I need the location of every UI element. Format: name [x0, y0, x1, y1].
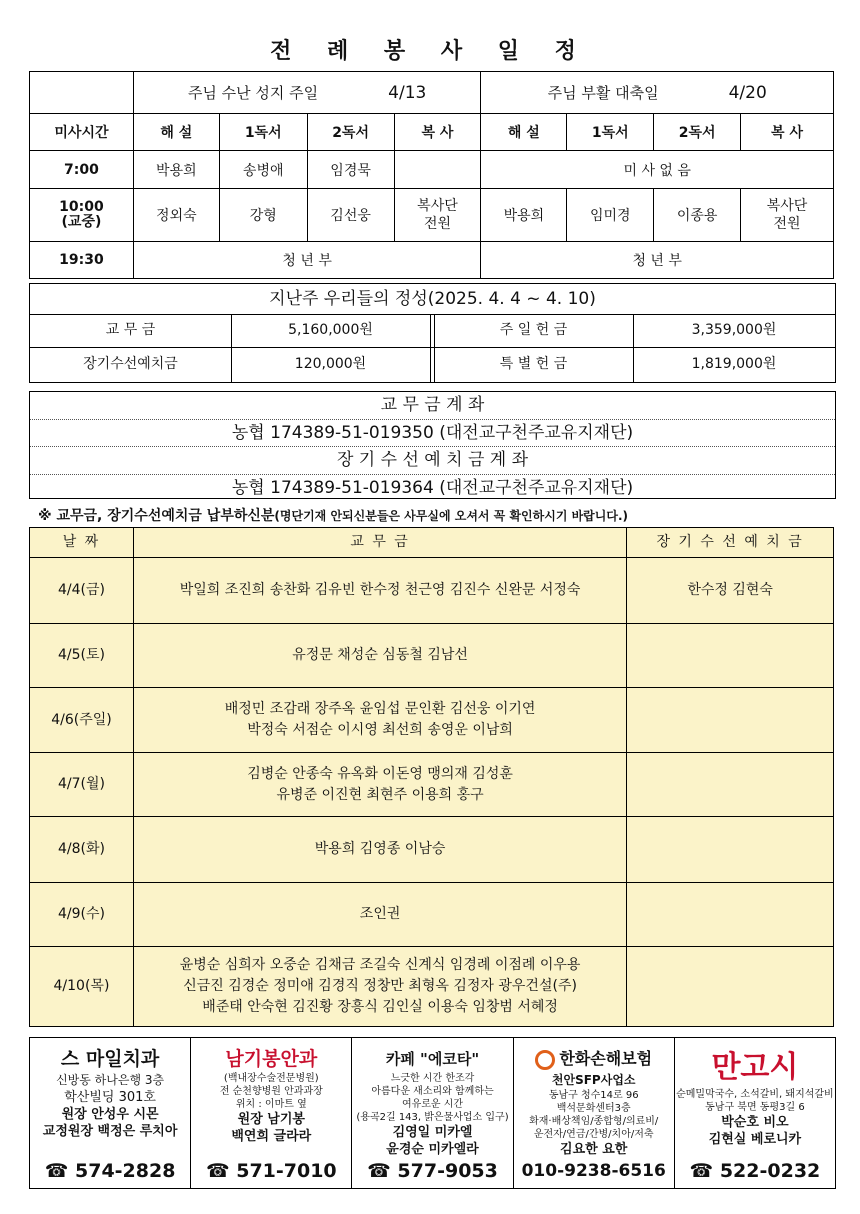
role-header: 복 사	[741, 114, 834, 151]
schedule-cell: 임미경	[567, 189, 654, 242]
offering-title: 지난주 우리들의 정성(2025. 4. 4 ~ 4. 10)	[30, 284, 835, 315]
schedule-cell: 청 년 부	[481, 242, 834, 279]
table-row: 4/8(화) 박용희 김영종 이남승	[30, 817, 834, 883]
blank-cell	[30, 72, 134, 114]
time-cell: 19:30	[30, 242, 134, 279]
schedule-cell: 임경묵	[307, 151, 394, 189]
account-number: 농협 174389-51-019364 (대전교구천주교유지재단)	[231, 477, 634, 498]
schedule-cell: 송병애	[219, 151, 307, 189]
donor-note: ※ 교무금, 장기수선예치금 납부하신분(명단기재 안되신분들은 사무실에 오셔서 꼭 확인하시기 바랍니다.)	[38, 508, 629, 524]
donor-table	[29, 527, 834, 1027]
schedule-cell: 복사단 전원	[394, 189, 481, 242]
offering-label: 특 별 헌 금	[499, 356, 568, 372]
time-header: 미사시간	[30, 114, 134, 151]
table-row: 4/4(금) 박일희 조진희 송찬화 김유빈 한수정 천근영 김진수 신완문 서정숙 한수정 김현숙	[30, 558, 834, 624]
schedule-cell: 박용희	[133, 151, 219, 189]
account-info	[29, 391, 836, 499]
account-title: 교 무 금 계 좌	[30, 392, 835, 420]
column-header: 날 짜	[30, 528, 134, 558]
phone-number: ☎ 574-2828	[44, 1160, 176, 1182]
role-header: 해 설	[133, 114, 219, 151]
offering-label: 교 무 금	[105, 322, 156, 338]
schedule-cell: 강형	[219, 189, 307, 242]
time-cell: 7:00	[30, 151, 134, 189]
ad-eye-clinic: 남기봉안과 (백내장수술전문병원) 전 순천향병원 안과과장 위치 : 이마트 옆 원장 남기봉 백연희 글라라 ☎ 571-7010	[191, 1038, 352, 1188]
ad-restaurant: 만고시 순메밀막국수, 소석갈비, 돼지석갈비 동남구 북면 동평3길 6 박순호 비오 김현실 베로니카 ☎ 522-0232	[676, 1050, 834, 1182]
ad-insurance: 한화손해보험 천안SFP사업소 동남구 청수14로 96 백석문화센터3층 화재·배상책임/종합형/의료비/ 운전자/연금/간병/치아/저축 김요한 요한 010-9238-6516	[514, 1038, 675, 1188]
service-schedule-table	[29, 71, 834, 279]
schedule-cell: 복사단 전원	[741, 189, 834, 242]
ad-cafe: 카페 "에코타" 느긋한 시간 한조각 아름다운 새소리와 함께하는 여유로운 시간 (용곡2길 143, 밝은물사업소 입구) 김영일 미카엘 윤경순 미카엘라 ☎ 577-9053	[352, 1038, 513, 1188]
offering-value: 3,359,000원	[691, 322, 777, 338]
table-row: 4/5(토) 유정문 채성순 심동철 김남선	[30, 624, 834, 688]
offering-label: 주 일 헌 금	[499, 322, 568, 338]
column-header: 장 기 수 선 예 치 금	[627, 528, 834, 558]
offering-value: 120,000원	[294, 356, 367, 372]
mass2-header: 주님 부활 대축일 4/20	[481, 72, 834, 114]
table-row: 4/10(목) 윤병순 심희자 오중순 김채금 조길숙 신계식 임경례 이점례 이우용 신금진 김경순 정미애 김경직 정창만 최형옥 김정자 광우건설(주) 배준태 안숙현 김진황 장흥식 김인실 이용숙 임창범 서혜정	[30, 947, 834, 1027]
offering-label: 장기수선예치금	[83, 356, 178, 372]
account-title: 장 기 수 선 예 치 금 계 좌	[30, 447, 835, 475]
schedule-cell: 미 사 없 음	[481, 151, 834, 189]
table-row: 4/9(수) 조인권	[30, 883, 834, 947]
insurance-logo-icon	[535, 1050, 555, 1070]
schedule-cell: 이종용	[654, 189, 741, 242]
sponsor-ads	[29, 1037, 836, 1189]
schedule-cell: 청 년 부	[133, 242, 481, 279]
time-cell: 10:00 (교중)	[30, 189, 134, 242]
phone-number: ☎ 571-7010	[205, 1160, 337, 1182]
schedule-cell: 박용희	[481, 189, 567, 242]
table-row: 4/7(월) 김병순 안종숙 유옥화 이돈영 맹의재 김성훈 유병준 이진현 최현주 이용희 홍구	[30, 753, 834, 817]
page-title: 전 례 봉 사 일 정	[270, 39, 590, 64]
offering-value: 1,819,000원	[691, 356, 777, 372]
ad-smile-dental: 스 마일치과 신방동 하나은행 3층 학산빌딩 301호 원장 안성우 시몬 교정원장 백정은 루치아 ☎ 574-2828	[30, 1038, 191, 1188]
phone-number: ☎ 577-9053	[367, 1160, 498, 1182]
account-number: 농협 174389-51-019350 (대전교구천주교유지재단)	[30, 420, 835, 448]
phone-number: ☎ 522-0232	[689, 1160, 821, 1182]
table-row: 4/6(주일) 배정민 조감래 장주옥 윤임섭 문인환 김선웅 이기연 박정숙 서점순 이시영 최선희 송영운 이남희	[30, 688, 834, 753]
role-header: 2독서	[307, 114, 394, 151]
role-header: 1독서	[567, 114, 654, 151]
role-header: 1독서	[219, 114, 307, 151]
schedule-cell: 정외숙	[133, 189, 219, 242]
schedule-cell	[394, 151, 481, 189]
schedule-cell: 김선웅	[307, 189, 394, 242]
mass1-header: 주님 수난 성지 주일 4/13	[133, 72, 481, 114]
role-header: 해 설	[481, 114, 567, 151]
phone-number: 010-9238-6516	[521, 1161, 666, 1181]
offering-summary	[29, 283, 836, 383]
offering-value: 5,160,000원	[288, 322, 373, 338]
role-header: 복 사	[394, 114, 481, 151]
column-header: 교 무 금	[133, 528, 626, 558]
role-header: 2독서	[654, 114, 741, 151]
